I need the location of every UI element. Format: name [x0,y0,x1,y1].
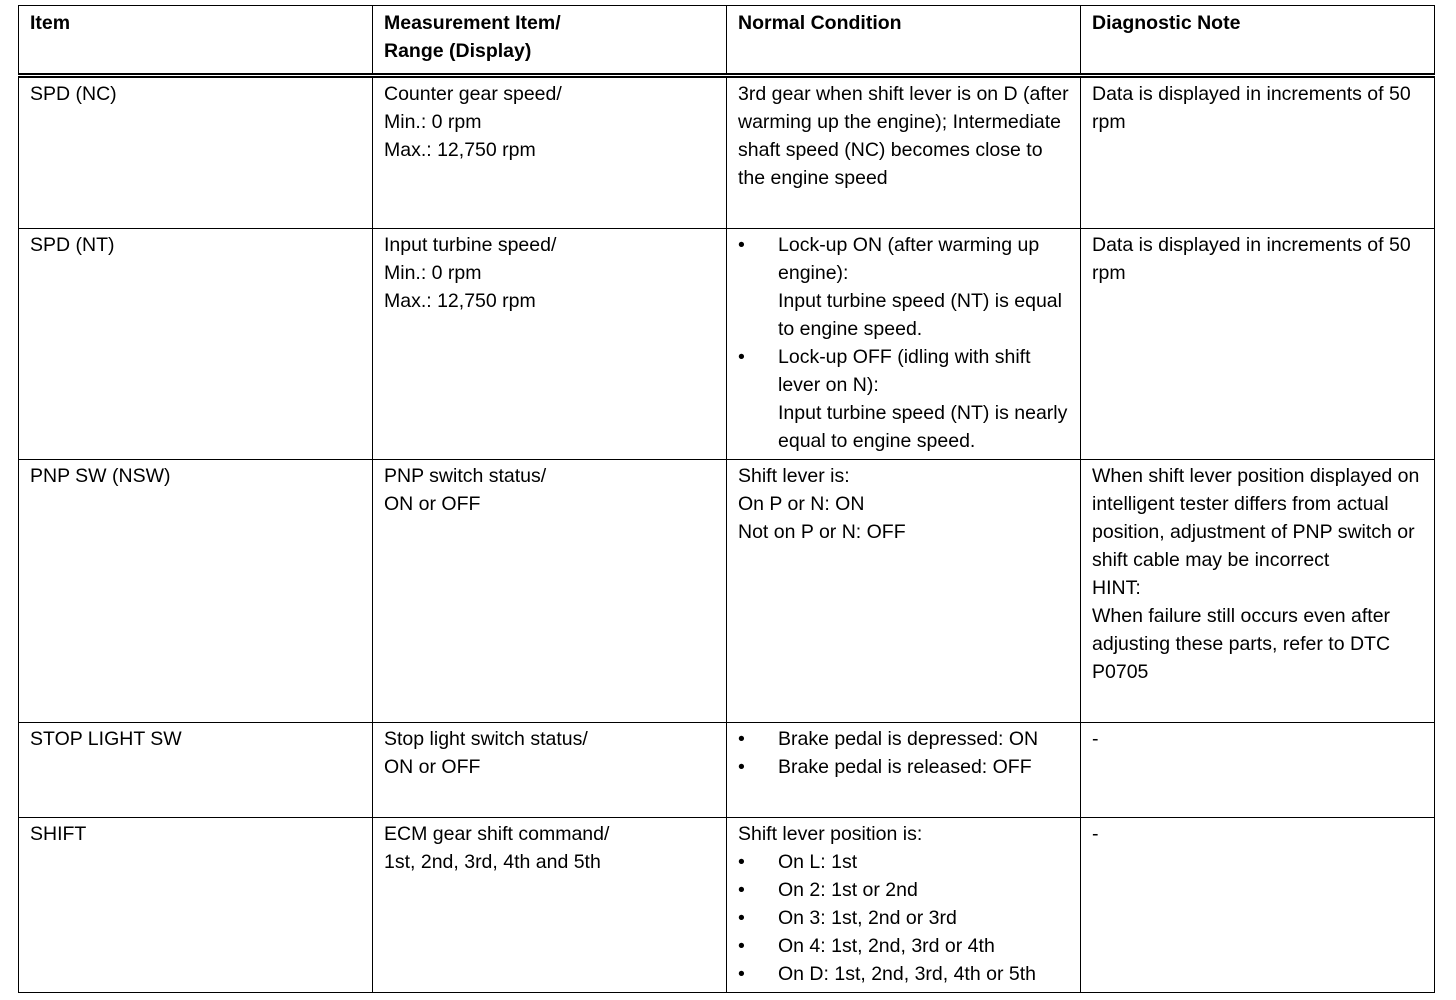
normal-intro: Shift lever position is: [738,823,923,845]
data-list-table [18,5,1435,993]
measurement-line: Max.: 12,750 rpm [384,290,536,312]
diagnostic-line: When shift lever position displayed on intelligent tester differs from actual position, adjustment of PNP switch or shift cable may be incorrect [1092,465,1425,571]
bullet-text: Brake pedal is released: OFF [778,756,1032,778]
cell-diagnostic-note [1081,460,1435,723]
bullet-item [738,753,1072,781]
bullet-item [738,960,1072,988]
measurement-line: ECM gear shift command/ [384,823,610,845]
header-measurement [373,6,727,76]
cell-item: PNP SW (NSW) [19,460,373,723]
cell-diagnostic-note: Data is displayed in increments of 50 rpm [1081,229,1435,460]
measurement-line: Max.: 12,750 rpm [384,139,536,161]
bullet-text: Lock-up ON (after warming up engine): Input turbine speed (NT) is equal to engine speed. [778,234,1062,340]
bullet-text: On 2: 1st or 2nd [778,879,918,901]
bullet-item [738,343,1072,455]
cell-normal-condition [727,818,1081,993]
measurement-line: Stop light switch status/ [384,728,588,750]
cell-item: SPD (NT) [19,229,373,460]
measurement-line: PNP switch status/ [384,465,547,487]
cell-normal-condition [727,460,1081,723]
cell-diagnostic-note: - [1081,723,1435,818]
table-header-row [19,6,1435,76]
measurement-line: ON or OFF [384,493,481,515]
cell-normal-condition: 3rd gear when shift lever is on D (after warming up the engine); Intermediate shaft speed (NC) becomes close to the engine speed [727,76,1081,229]
bullet-dot: • [738,346,745,368]
measurement-line: ON or OFF [384,756,481,778]
cell-diagnostic-note: - [1081,818,1435,993]
cell-item: STOP LIGHT SW [19,723,373,818]
bullet-list [738,231,1072,455]
normal-line: Shift lever is: [738,465,850,487]
bullet-dot: • [738,879,745,901]
header-measurement-line1: Measurement Item/ [384,12,561,34]
cell-diagnostic-note: Data is displayed in increments of 50 rpm [1081,76,1435,229]
header-diagnostic-note: Diagnostic Note [1081,6,1435,76]
cell-item: SHIFT [19,818,373,993]
bullet-dot: • [738,935,745,957]
bullet-text: On 4: 1st, 2nd, 3rd or 4th [778,935,995,957]
table-row [19,723,1435,818]
bullet-item [738,725,1072,753]
cell-measurement [373,818,727,993]
measurement-line: Counter gear speed/ [384,83,562,105]
cell-measurement [373,460,727,723]
bullet-text: Brake pedal is depressed: ON [778,728,1039,750]
cell-normal-condition [727,723,1081,818]
bullet-text: Lock-up OFF (idling with shift lever on N): Input turbine speed (NT) is nearly equal to engine speed. [778,346,1068,452]
data-list-sheet [18,5,1434,993]
diagnostic-line: When failure still occurs even after adjusting these parts, refer to DTC P0705 [1092,605,1396,683]
bullet-text: On 3: 1st, 2nd or 3rd [778,907,957,929]
bullet-list [738,848,1072,988]
bullet-dot: • [738,963,745,985]
cell-measurement [373,76,727,229]
normal-line: On P or N: ON [738,493,865,515]
table-row [19,818,1435,993]
table-row [19,76,1435,229]
bullet-text: On L: 1st [778,851,858,873]
cell-item: SPD (NC) [19,76,373,229]
measurement-line: 1st, 2nd, 3rd, 4th and 5th [384,851,601,873]
table-row [19,229,1435,460]
measurement-line: Min.: 0 rpm [384,262,482,284]
cell-measurement [373,723,727,818]
diagnostic-hint-label: HINT: [1092,577,1141,599]
measurement-line: Input turbine speed/ [384,234,557,256]
header-normal-condition: Normal Condition [727,6,1081,76]
bullet-dot: • [738,907,745,929]
bullet-item [738,231,1072,343]
bullet-dot: • [738,728,745,750]
cell-normal-condition [727,229,1081,460]
bullet-dot: • [738,234,745,256]
bullet-dot: • [738,851,745,873]
bullet-item [738,848,1072,876]
bullet-item [738,904,1072,932]
header-item: Item [19,6,373,76]
measurement-line: Min.: 0 rpm [384,111,482,133]
bullet-item [738,932,1072,960]
bullet-dot: • [738,756,745,778]
table-row [19,460,1435,723]
bullet-list [738,725,1072,781]
normal-line: Not on P or N: OFF [738,521,906,543]
header-measurement-line2: Range (Display) [384,40,532,62]
cell-measurement [373,229,727,460]
bullet-text: On D: 1st, 2nd, 3rd, 4th or 5th [778,963,1036,985]
bullet-item [738,876,1072,904]
